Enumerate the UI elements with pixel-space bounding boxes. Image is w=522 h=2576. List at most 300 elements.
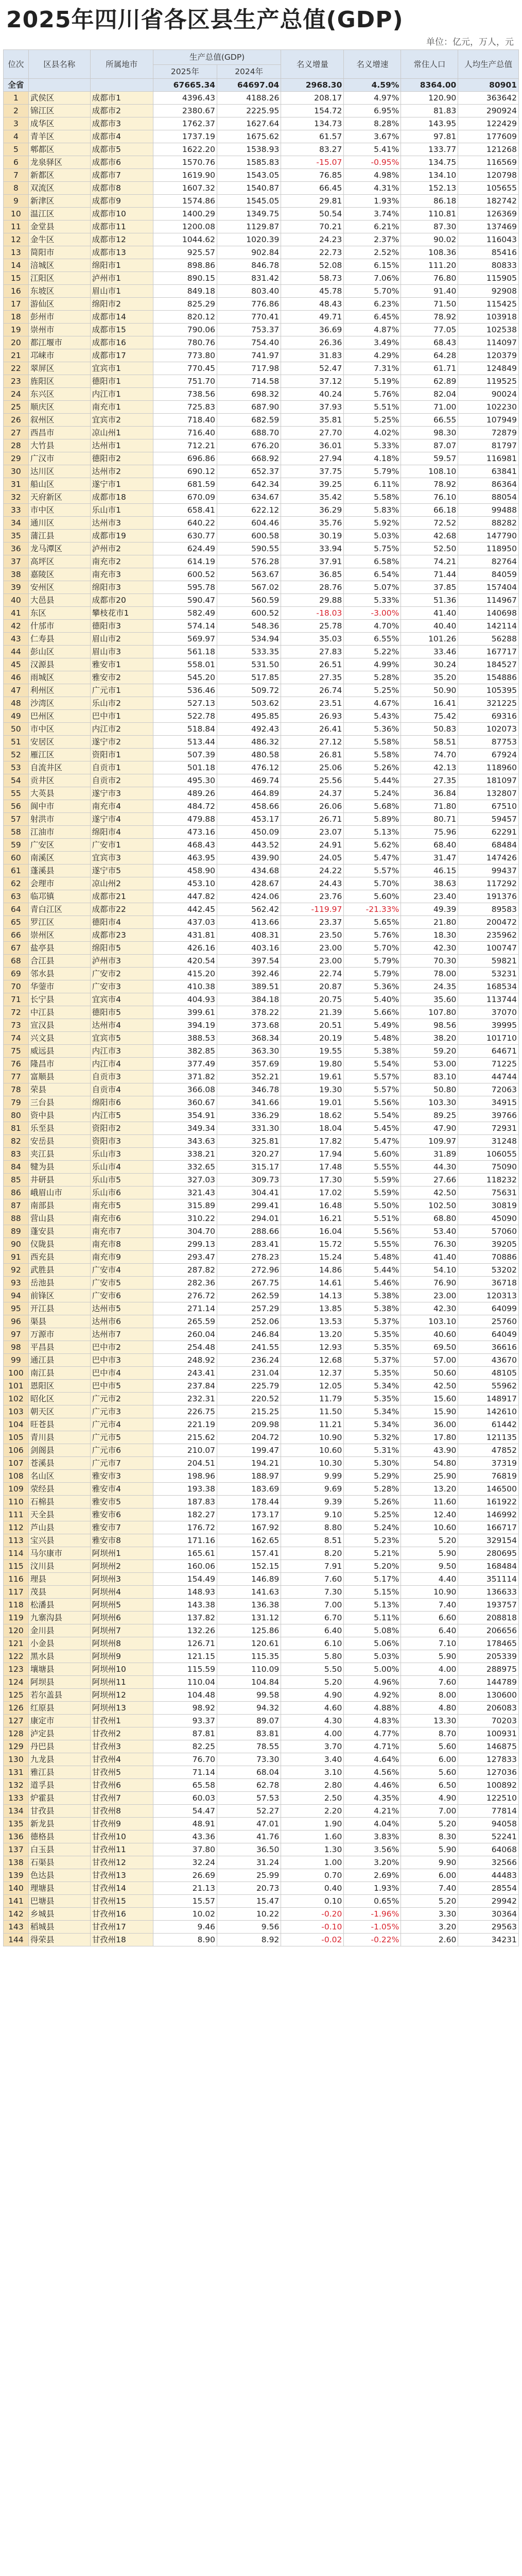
- rate-cell: 5.54%: [344, 1109, 401, 1122]
- table-row: [4, 1393, 519, 1405]
- population-cell: 57.00: [401, 1354, 458, 1367]
- city-cell: 广元市3: [90, 1405, 153, 1418]
- gdp-2024-cell: 89.07: [217, 1715, 281, 1727]
- city-cell: 南充市6: [90, 1212, 153, 1225]
- city-cell: 甘孜州7: [90, 1792, 153, 1805]
- gdp-2025-cell: 287.82: [153, 1264, 217, 1277]
- gdp-2024-cell: 94.32: [217, 1702, 281, 1715]
- city-cell: 南充市1: [90, 401, 153, 414]
- growth-cell: 2.20: [281, 1805, 344, 1818]
- city-cell: 达州市4: [90, 1019, 153, 1032]
- district-name-cell: 炉霍县: [28, 1792, 90, 1805]
- header-nominal-growth: 名义增量: [281, 50, 344, 79]
- gdp-2024-cell: 1585.83: [217, 156, 281, 169]
- table-row: [4, 504, 519, 517]
- district-name-cell: 黑水县: [28, 1650, 90, 1663]
- per-capita-cell: 102538: [458, 324, 519, 336]
- gdp-2024-cell: 1349.75: [217, 208, 281, 221]
- population-cell: 41.40: [401, 607, 458, 620]
- header-nominal-rate: 名义增速: [344, 50, 401, 79]
- rank-cell: 119: [4, 1612, 29, 1624]
- rank-cell: 135: [4, 1818, 29, 1831]
- growth-cell: -15.07: [281, 156, 344, 169]
- per-capita-cell: 72063: [458, 1083, 519, 1096]
- growth-cell: 9.69: [281, 1483, 344, 1496]
- population-cell: 5.60: [401, 1766, 458, 1779]
- rank-cell: 108: [4, 1470, 29, 1483]
- rate-cell: 5.89%: [344, 813, 401, 826]
- rate-cell: 5.03%: [344, 1650, 401, 1663]
- population-cell: 52.50: [401, 543, 458, 555]
- gdp-2024-cell: 803.40: [217, 285, 281, 298]
- rank-cell: 31: [4, 478, 29, 491]
- growth-cell: 11.79: [281, 1393, 344, 1405]
- rank-cell: 79: [4, 1096, 29, 1109]
- population-cell: 42.13: [401, 761, 458, 774]
- population-cell: 42.50: [401, 1187, 458, 1199]
- city-cell: 成都市11: [90, 221, 153, 233]
- population-cell: 66.55: [401, 414, 458, 427]
- rank-cell: 21: [4, 349, 29, 362]
- district-name-cell: 隆昌市: [28, 1058, 90, 1071]
- city-cell: 乐山市3: [90, 1148, 153, 1161]
- rate-cell: 5.22%: [344, 646, 401, 658]
- population-cell: 51.36: [401, 594, 458, 607]
- per-capita-cell: 113744: [458, 993, 519, 1006]
- gdp-2025-cell: 210.07: [153, 1444, 217, 1457]
- per-capita-cell: 142114: [458, 620, 519, 633]
- district-name-cell: 若尔盖县: [28, 1689, 90, 1702]
- per-capita-cell: 29563: [458, 1921, 519, 1934]
- growth-cell: 10.30: [281, 1457, 344, 1470]
- population-cell: 82.04: [401, 388, 458, 401]
- header-city: 所属地市: [90, 50, 153, 79]
- per-capita-cell: 90024: [458, 388, 519, 401]
- city-cell: 甘孜州9: [90, 1818, 153, 1831]
- gdp-2025-cell: 458.90: [153, 865, 217, 877]
- population-cell: 49.39: [401, 903, 458, 916]
- table-row: [4, 1019, 519, 1032]
- district-name-cell: 九龙县: [28, 1753, 90, 1766]
- per-capita-cell: 101710: [458, 1032, 519, 1045]
- growth-cell: 24.37: [281, 787, 344, 800]
- population-cell: 5.20: [401, 1895, 458, 1908]
- gdp-2024-cell: 753.37: [217, 324, 281, 336]
- gdp-2025-cell: 1400.29: [153, 208, 217, 221]
- population-cell: 24.35: [401, 980, 458, 993]
- rate-cell: 5.34%: [344, 1405, 401, 1418]
- district-name-cell: 通川区: [28, 517, 90, 530]
- growth-cell: 22.73: [281, 246, 344, 259]
- per-capita-cell: 100747: [458, 942, 519, 955]
- table-row: [4, 272, 519, 285]
- gdp-2024-cell: 397.54: [217, 955, 281, 968]
- growth-cell: 25.06: [281, 761, 344, 774]
- gdp-2025-cell: 527.13: [153, 697, 217, 710]
- rate-cell: 5.28%: [344, 1483, 401, 1496]
- district-name-cell: 剑阁县: [28, 1444, 90, 1457]
- rate-cell: 5.32%: [344, 1431, 401, 1444]
- rank-cell: 60: [4, 852, 29, 865]
- city-cell: 南充市3: [90, 568, 153, 581]
- rank-cell: 13: [4, 246, 29, 259]
- population-cell: 71.00: [401, 401, 458, 414]
- per-capita-cell: 107949: [458, 414, 519, 427]
- rate-cell: 5.58%: [344, 491, 401, 504]
- growth-cell: -119.97: [281, 903, 344, 916]
- city-cell: 乐山市4: [90, 1161, 153, 1174]
- rate-cell: 5.23%: [344, 1534, 401, 1547]
- population-cell: 78.00: [401, 968, 458, 980]
- gdp-2025-cell: 143.38: [153, 1599, 217, 1612]
- rate-cell: 2.37%: [344, 233, 401, 246]
- per-capita-cell: 39205: [458, 1238, 519, 1251]
- rank-cell: 132: [4, 1779, 29, 1792]
- per-capita-cell: 100931: [458, 1727, 519, 1740]
- population-cell: 66.18: [401, 504, 458, 517]
- population-cell: 43.90: [401, 1444, 458, 1457]
- rank-cell: 67: [4, 942, 29, 955]
- rank-cell: 58: [4, 826, 29, 839]
- rate-cell: 5.06%: [344, 1637, 401, 1650]
- growth-cell: 11.21: [281, 1418, 344, 1431]
- per-capita-cell: 157404: [458, 581, 519, 594]
- rate-cell: 3.56%: [344, 1843, 401, 1856]
- district-name-cell: 彭州市: [28, 311, 90, 324]
- per-capita-cell: 72879: [458, 427, 519, 439]
- rank-cell: 52: [4, 749, 29, 761]
- population-cell: 16.41: [401, 697, 458, 710]
- city-cell: 成都市3: [90, 117, 153, 130]
- gdp-2024-cell: 424.06: [217, 890, 281, 903]
- table-row: [4, 736, 519, 749]
- table-row: [4, 491, 519, 504]
- growth-cell: 9.99: [281, 1470, 344, 1483]
- table-row: [4, 1895, 519, 1908]
- rate-cell: 5.40%: [344, 993, 401, 1006]
- rate-cell: 4.31%: [344, 182, 401, 195]
- population-cell: 35.60: [401, 993, 458, 1006]
- district-name-cell: 昭化区: [28, 1393, 90, 1405]
- gdp-2024-cell: 676.20: [217, 439, 281, 452]
- gdp-2024-cell: 20.73: [217, 1882, 281, 1895]
- growth-cell: 35.76: [281, 517, 344, 530]
- per-capita-cell: 351114: [458, 1573, 519, 1586]
- gdp-2024-cell: 73.30: [217, 1753, 281, 1766]
- per-capita-cell: 36616: [458, 1341, 519, 1354]
- city-cell: 资阳市2: [90, 1122, 153, 1135]
- district-name-cell: 临邛镇: [28, 890, 90, 903]
- per-capita-cell: 122429: [458, 117, 519, 130]
- rank-cell: 87: [4, 1199, 29, 1212]
- rate-cell: 5.17%: [344, 1573, 401, 1586]
- per-capita-cell: 166717: [458, 1521, 519, 1534]
- gdp-2024-cell: 25.99: [217, 1869, 281, 1882]
- table-row: [4, 1187, 519, 1199]
- city-cell: 广元市4: [90, 1418, 153, 1431]
- gdp-2024-cell: 246.84: [217, 1328, 281, 1341]
- gdp-2025-cell: 437.03: [153, 916, 217, 929]
- rank-cell: 136: [4, 1831, 29, 1843]
- table-row: [4, 156, 519, 169]
- per-capita-cell: 105395: [458, 684, 519, 697]
- district-name-cell: 蒲江县: [28, 530, 90, 543]
- gdp-2024-cell: 560.59: [217, 594, 281, 607]
- gdp-2025-cell: 10.02: [153, 1908, 217, 1921]
- per-capita-cell: 67924: [458, 749, 519, 761]
- gdp-2024-cell: 503.62: [217, 697, 281, 710]
- city-cell: 甘孜州15: [90, 1895, 153, 1908]
- district-name-cell: 武胜县: [28, 1264, 90, 1277]
- gdp-2024-cell: 36.50: [217, 1843, 281, 1856]
- population-cell: 80.71: [401, 813, 458, 826]
- header-2024: 2024年: [217, 65, 281, 79]
- population-cell: 42.30: [401, 1302, 458, 1315]
- gdp-2024-cell: 480.58: [217, 749, 281, 761]
- per-capita-cell: 329154: [458, 1534, 519, 1547]
- table-row: [4, 929, 519, 942]
- district-name-cell: 雁江区: [28, 749, 90, 761]
- rank-cell: 4: [4, 130, 29, 143]
- rank-cell: 17: [4, 298, 29, 311]
- gdp-2025-cell: 1607.32: [153, 182, 217, 195]
- rank-cell: 92: [4, 1264, 29, 1277]
- per-capita-cell: 168534: [458, 980, 519, 993]
- city-cell: 攀枝花市1: [90, 607, 153, 620]
- growth-cell: 16.04: [281, 1225, 344, 1238]
- rate-cell: 5.56%: [344, 1225, 401, 1238]
- district-name-cell: 南江县: [28, 1367, 90, 1380]
- gdp-2024-cell: 495.85: [217, 710, 281, 723]
- rank-cell: 102: [4, 1393, 29, 1405]
- growth-cell: 27.35: [281, 671, 344, 684]
- city-cell: 广安市3: [90, 980, 153, 993]
- gdp-2025-cell: 182.27: [153, 1509, 217, 1521]
- rank-cell: 70: [4, 980, 29, 993]
- district-name-cell: 九寨沟县: [28, 1612, 90, 1624]
- gdp-2025-cell: 696.86: [153, 452, 217, 465]
- population-cell: 87.07: [401, 439, 458, 452]
- gdp-2025-cell: 343.63: [153, 1135, 217, 1148]
- growth-cell: 30.19: [281, 530, 344, 543]
- city-cell: 泸州市1: [90, 272, 153, 285]
- population-cell: 64.28: [401, 349, 458, 362]
- total-rate: 4.59%: [344, 79, 401, 92]
- table-row: [4, 1509, 519, 1521]
- rate-cell: 5.70%: [344, 942, 401, 955]
- district-name-cell: 长宁县: [28, 993, 90, 1006]
- district-name-cell: 芦山县: [28, 1521, 90, 1534]
- total-per-capita: 80901: [458, 79, 519, 92]
- city-cell: 成都市13: [90, 246, 153, 259]
- district-name-cell: 稻城县: [28, 1921, 90, 1934]
- population-cell: 120.90: [401, 92, 458, 105]
- table-row: [4, 787, 519, 800]
- gdp-2024-cell: 57.53: [217, 1792, 281, 1805]
- table-row: [4, 607, 519, 620]
- rank-cell: 56: [4, 800, 29, 813]
- gdp-2025-cell: 65.58: [153, 1779, 217, 1792]
- district-name-cell: 阿坝县: [28, 1676, 90, 1689]
- table-row: [4, 324, 519, 336]
- table-row: [4, 955, 519, 968]
- per-capita-cell: 127036: [458, 1766, 519, 1779]
- per-capita-cell: 88054: [458, 491, 519, 504]
- table-row: [4, 903, 519, 916]
- rate-cell: -3.00%: [344, 607, 401, 620]
- population-cell: 54.80: [401, 1457, 458, 1470]
- district-name-cell: 都江堰市: [28, 336, 90, 349]
- district-name-cell: 恩阳区: [28, 1380, 90, 1393]
- gdp-2024-cell: 682.59: [217, 414, 281, 427]
- rate-cell: 5.48%: [344, 1032, 401, 1045]
- per-capita-cell: 147790: [458, 530, 519, 543]
- gdp-2024-cell: 453.17: [217, 813, 281, 826]
- gdp-2024-cell: 562.42: [217, 903, 281, 916]
- district-name-cell: 大英县: [28, 787, 90, 800]
- rate-cell: 6.58%: [344, 555, 401, 568]
- per-capita-cell: 161922: [458, 1496, 519, 1509]
- city-cell: 成都市1: [90, 92, 153, 105]
- rate-cell: 4.92%: [344, 1689, 401, 1702]
- table-row: [4, 1122, 519, 1135]
- population-cell: 61.71: [401, 362, 458, 375]
- population-cell: 74.70: [401, 749, 458, 761]
- population-cell: 76.80: [401, 272, 458, 285]
- per-capita-cell: 102230: [458, 401, 519, 414]
- gdp-2025-cell: 614.19: [153, 555, 217, 568]
- rank-cell: 42: [4, 620, 29, 633]
- growth-cell: 4.60: [281, 1702, 344, 1715]
- rank-cell: 1: [4, 92, 29, 105]
- rank-cell: 103: [4, 1405, 29, 1418]
- city-cell: 雅安市8: [90, 1534, 153, 1547]
- per-capita-cell: 29942: [458, 1895, 519, 1908]
- rank-cell: 59: [4, 839, 29, 852]
- rate-cell: 5.38%: [344, 1290, 401, 1302]
- population-cell: 5.90: [401, 1650, 458, 1663]
- gdp-2025-cell: 310.22: [153, 1212, 217, 1225]
- table-row: [4, 749, 519, 761]
- gdp-2024-cell: 278.23: [217, 1251, 281, 1264]
- population-cell: 8.00: [401, 1689, 458, 1702]
- city-cell: 南充市8: [90, 1238, 153, 1251]
- per-capita-cell: 34231: [458, 1934, 519, 1946]
- gdp-2025-cell: 773.80: [153, 349, 217, 362]
- rank-cell: 20: [4, 336, 29, 349]
- city-cell: 甘孜州3: [90, 1740, 153, 1753]
- gdp-2025-cell: 484.72: [153, 800, 217, 813]
- gdp-2025-cell: 26.69: [153, 1869, 217, 1882]
- table-row: [4, 246, 519, 259]
- population-cell: 10.60: [401, 1521, 458, 1534]
- population-cell: 77.05: [401, 324, 458, 336]
- table-row: [4, 1405, 519, 1418]
- growth-cell: 37.91: [281, 555, 344, 568]
- rank-cell: 9: [4, 195, 29, 208]
- per-capita-cell: 30364: [458, 1908, 519, 1921]
- population-cell: 58.51: [401, 736, 458, 749]
- gdp-2024-cell: 902.84: [217, 246, 281, 259]
- district-name-cell: 崇州市: [28, 324, 90, 336]
- population-cell: 78.92: [401, 311, 458, 324]
- gdp-2024-cell: 173.17: [217, 1509, 281, 1521]
- rate-cell: 5.35%: [344, 1341, 401, 1354]
- city-cell: 内江市2: [90, 723, 153, 736]
- gdp-2024-cell: 652.37: [217, 465, 281, 478]
- rate-cell: 5.57%: [344, 1071, 401, 1083]
- population-cell: 110.81: [401, 208, 458, 221]
- growth-cell: 36.01: [281, 439, 344, 452]
- rank-cell: 131: [4, 1766, 29, 1779]
- table-row: [4, 684, 519, 697]
- rank-cell: 125: [4, 1689, 29, 1702]
- per-capita-cell: 122510: [458, 1792, 519, 1805]
- district-name-cell: 安州区: [28, 581, 90, 594]
- gdp-2025-cell: 399.61: [153, 1006, 217, 1019]
- per-capita-cell: 47852: [458, 1444, 519, 1457]
- rank-cell: 41: [4, 607, 29, 620]
- growth-cell: 3.40: [281, 1753, 344, 1766]
- population-cell: 27.66: [401, 1174, 458, 1187]
- rank-cell: 141: [4, 1895, 29, 1908]
- population-cell: 18.30: [401, 929, 458, 942]
- gdp-2024-cell: 1543.05: [217, 169, 281, 182]
- table-row: [4, 465, 519, 478]
- city-cell: 甘孜州12: [90, 1856, 153, 1869]
- population-cell: 17.80: [401, 1431, 458, 1444]
- per-capita-cell: 137469: [458, 221, 519, 233]
- district-name-cell: 壤塘县: [28, 1663, 90, 1676]
- rate-cell: 4.04%: [344, 1818, 401, 1831]
- growth-cell: 5.50: [281, 1663, 344, 1676]
- growth-cell: 19.55: [281, 1045, 344, 1058]
- per-capita-cell: 136633: [458, 1586, 519, 1599]
- gdp-2025-cell: 426.16: [153, 942, 217, 955]
- total-2024: 64697.04: [217, 79, 281, 92]
- population-cell: 59.57: [401, 452, 458, 465]
- rank-cell: 124: [4, 1676, 29, 1689]
- district-name-cell: 达川区: [28, 465, 90, 478]
- district-name-cell: 巴州区: [28, 710, 90, 723]
- gdp-2025-cell: 712.21: [153, 439, 217, 452]
- population-cell: 8.30: [401, 1831, 458, 1843]
- population-cell: 15.60: [401, 1393, 458, 1405]
- table-row: [4, 336, 519, 349]
- district-name-cell: 龙马潭区: [28, 543, 90, 555]
- city-cell: 绵阳市2: [90, 298, 153, 311]
- table-row: [4, 1753, 519, 1766]
- growth-cell: 35.03: [281, 633, 344, 646]
- table-row: [4, 993, 519, 1006]
- rate-cell: 5.58%: [344, 736, 401, 749]
- table-row: [4, 1174, 519, 1187]
- gdp-2025-cell: 60.03: [153, 1792, 217, 1805]
- population-cell: 152.13: [401, 182, 458, 195]
- gdp-2024-cell: 104.84: [217, 1676, 281, 1689]
- city-cell: 遂宁市3: [90, 787, 153, 800]
- per-capita-cell: 34915: [458, 1096, 519, 1109]
- rank-cell: 39: [4, 581, 29, 594]
- city-cell: 雅安市6: [90, 1509, 153, 1521]
- rate-cell: 5.83%: [344, 504, 401, 517]
- rank-cell: 50: [4, 723, 29, 736]
- city-cell: 达州市1: [90, 439, 153, 452]
- city-cell: 甘孜州11: [90, 1843, 153, 1856]
- growth-cell: 3.10: [281, 1766, 344, 1779]
- city-cell: 阿坝州3: [90, 1573, 153, 1586]
- gdp-2024-cell: 225.79: [217, 1380, 281, 1393]
